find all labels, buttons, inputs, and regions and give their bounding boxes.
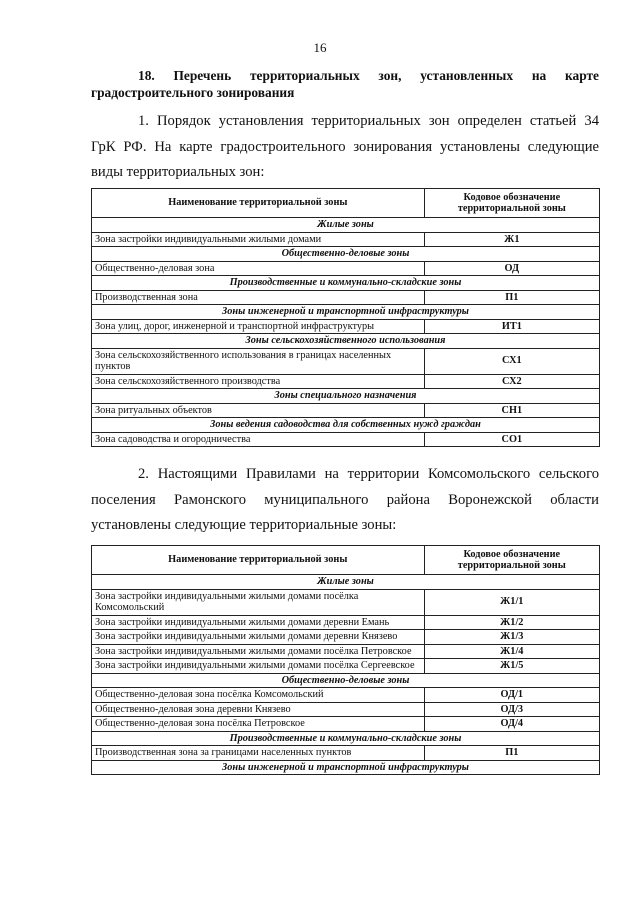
zone-code-cell: П1 [424,746,599,761]
table-row [92,290,600,305]
table-row [92,630,600,645]
zone-group-row [92,575,600,590]
paragraph-1-line: ГрК РФ. На карте градостроительного зонирования установлены следующие [91,138,599,155]
zone-group-title: Зоны специального назначения [92,389,600,404]
zone-group-title: Производственные и коммунально-складские зоны [92,731,600,746]
table-row [92,261,600,276]
header-zone-code: Кодовое обозначение территориальной зоны [424,546,599,575]
table-row [92,319,600,334]
zone-group-title: Жилые зоны [92,575,600,590]
table-header-row [92,189,600,218]
table-row [92,589,600,615]
zone-name-cell: Зона застройки индивидуальными жилыми домами посёлка Петровское [92,644,425,659]
zone-name-cell: Зона застройки индивидуальными жилыми домами посёлка Комсомольский [92,589,425,615]
header-zone-name: Наименование территориальной зоны [92,546,425,575]
zone-group-title: Зоны инженерной и транспортной инфраструктуры [92,760,600,775]
zone-name-cell: Зона застройки индивидуальными жилыми домами посёлка Сергеевское [92,659,425,674]
paragraph-1-line: виды территориальных зон: [91,164,265,180]
paragraph-2 [91,462,599,539]
zone-name-cell: Общественно-деловая зона посёлка Петровское [92,717,425,732]
table-row [92,688,600,703]
zones-table-1 [91,188,600,447]
section-heading [91,67,599,101]
zone-code-cell: ИТ1 [424,319,599,334]
zone-name-cell: Общественно-деловая зона [92,261,425,276]
zone-name-cell: Зона садоводства и огородничества [92,432,425,447]
zone-group-row [92,218,600,233]
zone-code-cell: ОД/3 [424,702,599,717]
table-1-body [92,218,600,447]
zone-name-cell: Зона застройки индивидуальными жилыми домами [92,232,425,247]
table-2-body [92,575,600,775]
table-header-row [92,546,600,575]
zone-group-title: Общественно-деловые зоны [92,673,600,688]
table-row [92,615,600,630]
table-row [92,348,600,374]
zone-group-row [92,305,600,320]
zone-group-title: Общественно-деловые зоны [92,247,600,262]
zone-code-cell: Ж1/4 [424,644,599,659]
zone-group-title: Производственные и коммунально-складские зоны [92,276,600,291]
zone-name-cell: Зона сельскохозяйственного производства [92,374,425,389]
zone-name-cell: Производственная зона [92,290,425,305]
zone-name-cell: Зона сельскохозяйственного использования в границах населенных пунктов [92,348,425,374]
zone-group-row [92,334,600,349]
zone-name-cell: Общественно-деловая зона деревни Князево [92,702,425,717]
zone-name-cell: Общественно-деловая зона посёлка Комсомольский [92,688,425,703]
zone-name-cell: Зона застройки индивидуальными жилыми домами деревни Князево [92,630,425,645]
table-row [92,659,600,674]
heading-line-1: 18. Перечень территориальных зон, установленных на карте [138,68,599,83]
zone-group-row [92,247,600,262]
zone-name-cell: Производственная зона за границами населенных пунктов [92,746,425,761]
zone-code-cell: П1 [424,290,599,305]
table-row [92,717,600,732]
zone-group-row [92,276,600,291]
paragraph-1-line: 1. Порядок установления территориальных зон определен статьей 34 [138,113,599,129]
zone-group-row [92,389,600,404]
table-row [92,644,600,659]
paragraph-1 [91,109,599,186]
table-row [92,432,600,447]
zone-code-cell: СН1 [424,403,599,418]
zone-code-cell: СХ1 [424,348,599,374]
zone-name-cell: Зона застройки индивидуальными жилыми домами деревни Емань [92,615,425,630]
zone-code-cell: Ж1/5 [424,659,599,674]
heading-line-2: градостроительного зонирования [91,85,295,100]
zone-group-row [92,760,600,775]
table-row [92,746,600,761]
table-row [92,232,600,247]
zone-code-cell: СХ2 [424,374,599,389]
zone-group-title: Зоны инженерной и транспортной инфраструктуры [92,305,600,320]
header-zone-code: Кодовое обозначение территориальной зоны [424,189,599,218]
zone-code-cell: Ж1/2 [424,615,599,630]
zone-code-cell: ОД [424,261,599,276]
paragraph-2-line: 2. Настоящими Правилами на территории Комсомольского сельского [138,466,599,482]
zone-group-title: Зоны сельскохозяйственного использования [92,334,600,349]
zone-code-cell: СО1 [424,432,599,447]
page-number: 16 [313,40,327,55]
zone-code-cell: Ж1/1 [424,589,599,615]
table-row [92,702,600,717]
header-zone-name: Наименование территориальной зоны [92,189,425,218]
zone-code-cell: Ж1/3 [424,630,599,645]
zone-group-row [92,731,600,746]
paragraph-2-line: установлены следующие территориальные зоны: [91,517,397,533]
table-row [92,374,600,389]
zone-group-title: Зоны ведения садоводства для собственных нужд граждан [92,418,600,433]
zones-table-2 [91,545,600,775]
zone-code-cell: Ж1 [424,232,599,247]
zone-code-cell: ОД/4 [424,717,599,732]
zone-name-cell: Зона улиц, дорог, инженерной и транспортной инфраструктуры [92,319,425,334]
zone-group-row [92,673,600,688]
paragraph-2-line: поселения Рамонского муниципального района Воронежской области [91,491,599,508]
zone-code-cell: ОД/1 [424,688,599,703]
zone-group-title: Жилые зоны [92,218,600,233]
zone-group-row [92,418,600,433]
zone-name-cell: Зона ритуальных объектов [92,403,425,418]
table-row [92,403,600,418]
